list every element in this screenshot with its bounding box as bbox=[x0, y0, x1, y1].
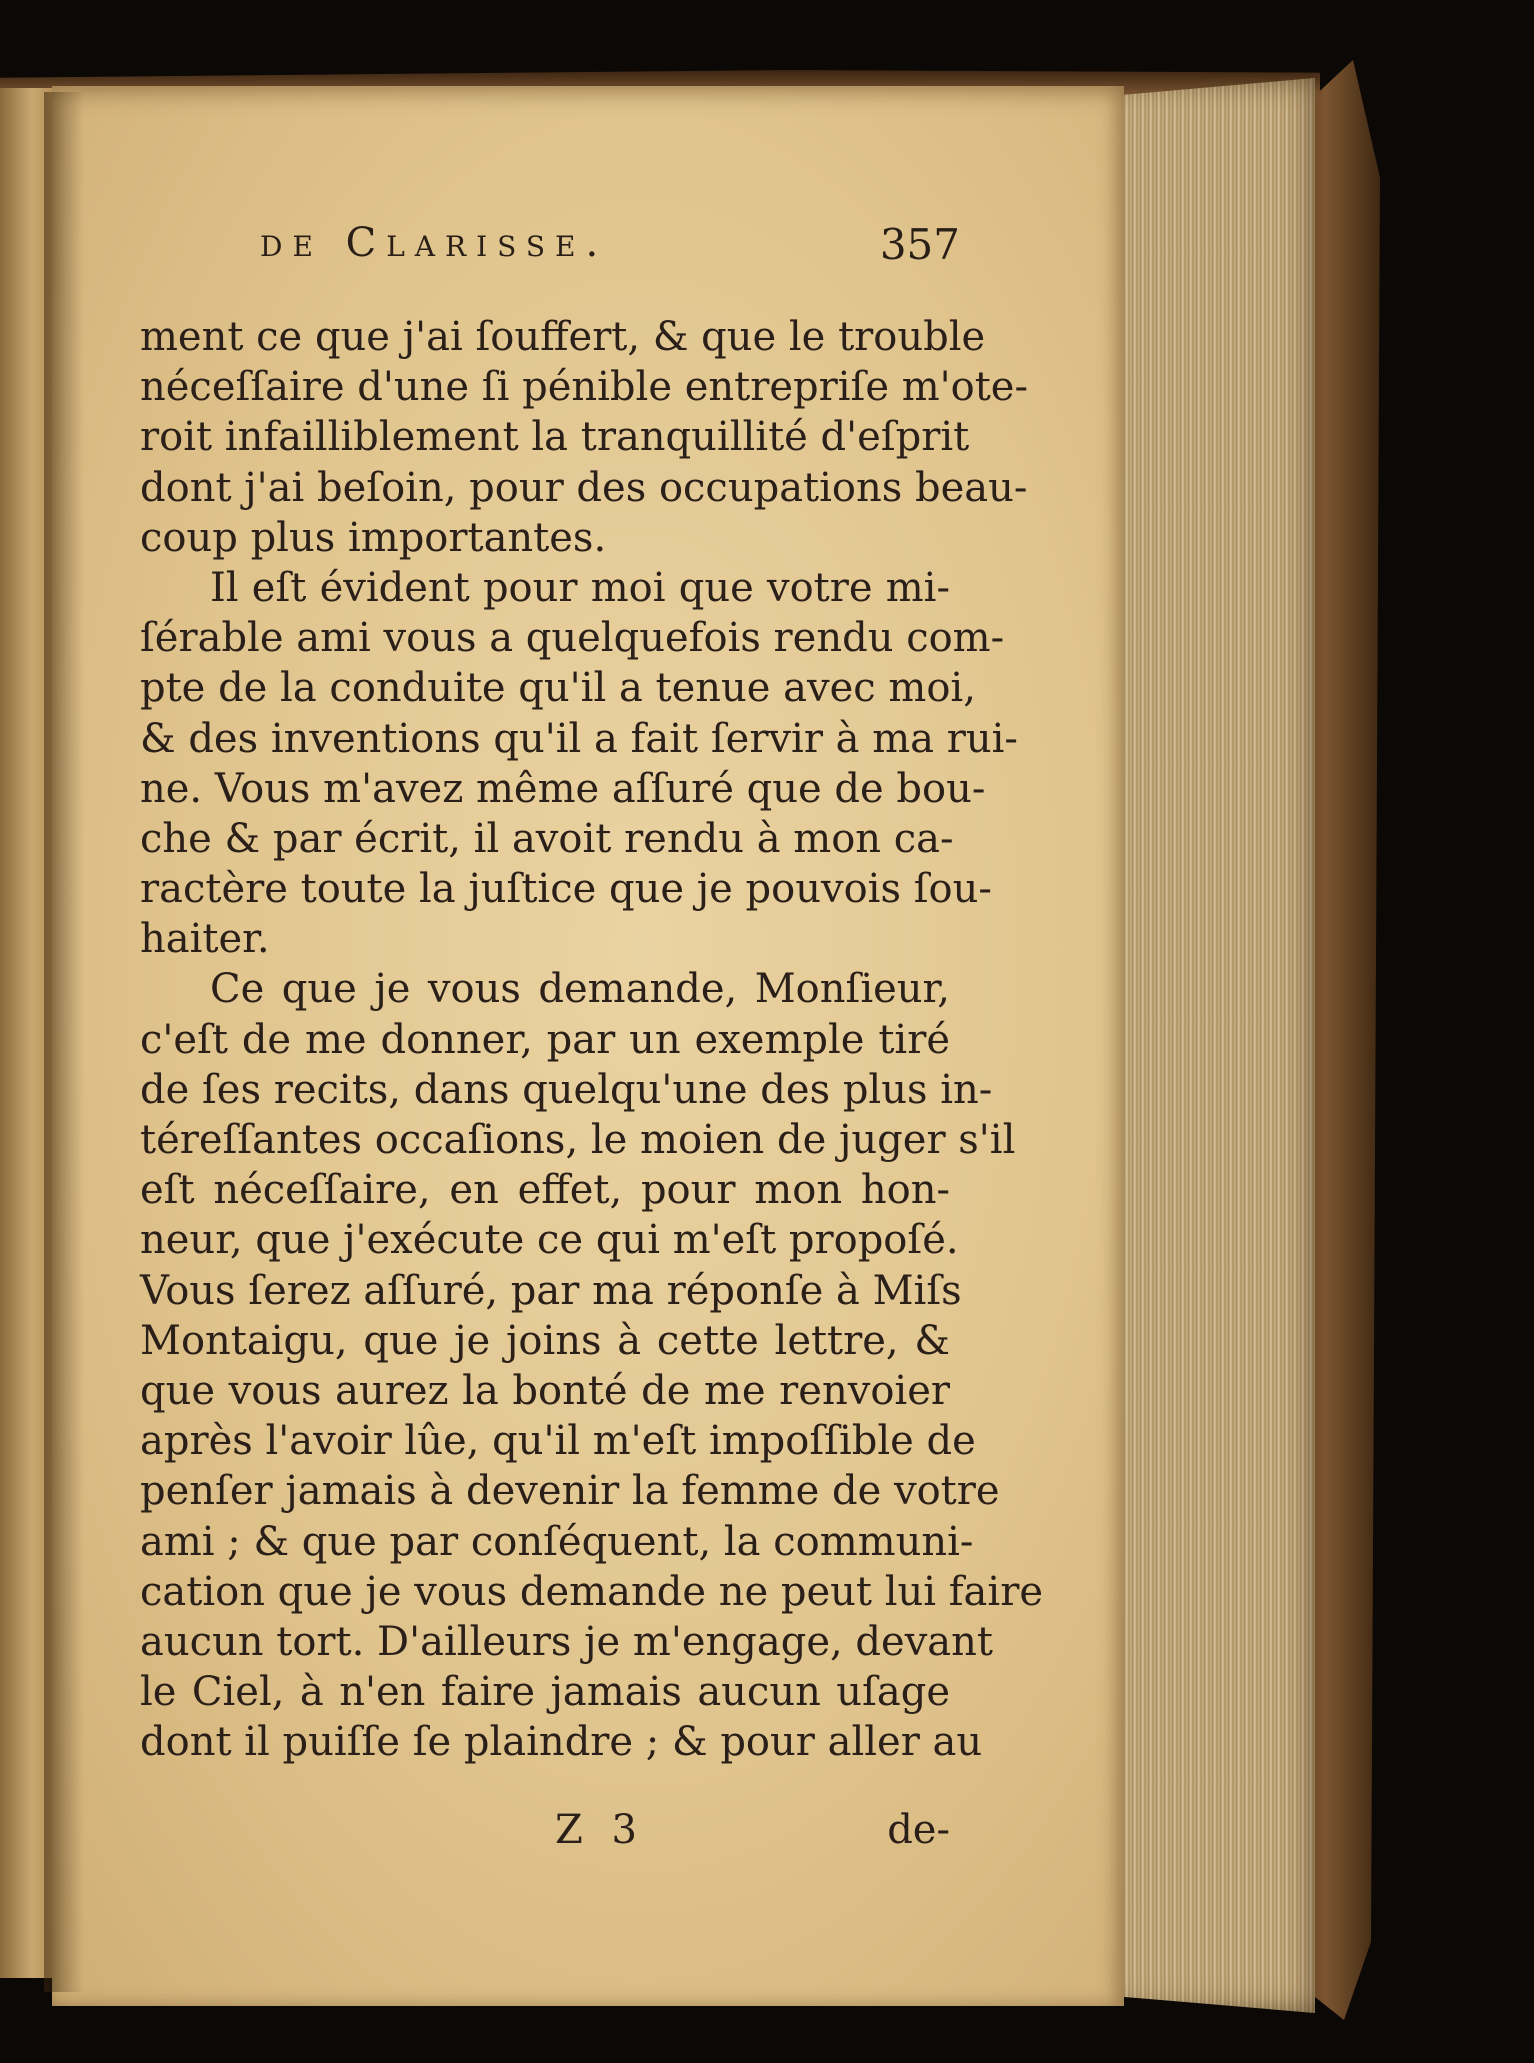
gutter-shadow bbox=[44, 92, 84, 1992]
text-line: Ce que je vous demande, Monſieur, bbox=[210, 966, 950, 1013]
text-line: roit infailliblement la tranquillité d'eſprit bbox=[140, 414, 970, 461]
text-line: ne. Vous m'avez même aſſuré que de bou- bbox=[140, 765, 986, 812]
text-line: néceſſaire d'une ſi pénible entrepriſe m'ote- bbox=[140, 364, 1028, 411]
text-line: Montaigu, que je joins à cette lettre, & bbox=[140, 1317, 950, 1364]
text-line: dont j'ai beſoin, pour des occupations beau- bbox=[140, 464, 1028, 511]
text-line: eſt néceſſaire, en effet, pour mon hon- bbox=[140, 1167, 950, 1214]
text-line: c'eſt de me donner, par un exemple tiré bbox=[140, 1016, 950, 1063]
running-title: de Clarisse. bbox=[260, 220, 609, 266]
text-line: aucun tort. D'ailleurs je m'engage, devant bbox=[140, 1618, 993, 1665]
page-footer bbox=[140, 1807, 950, 1859]
text-line: coup plus importantes. bbox=[140, 514, 607, 561]
text-block bbox=[140, 312, 1043, 1767]
catchword: de- bbox=[887, 1807, 950, 1853]
text-line: de ſes recits, dans quelqu'une des plus in- bbox=[140, 1066, 993, 1113]
text-line: ami ; & que par conſéquent, la communi- bbox=[140, 1518, 974, 1565]
text-line: ractère toute la juſtice que je pouvois ſou- bbox=[140, 866, 992, 913]
text-line: que vous aurez la bonté de me renvoier bbox=[140, 1367, 950, 1414]
text-line: neur, que j'exécute ce qui m'eſt propoſé. bbox=[140, 1217, 959, 1264]
signature-mark: Z 3 bbox=[555, 1807, 645, 1853]
page-number: 357 bbox=[879, 220, 960, 269]
text-line: après l'avoir lûe, qu'il m'eſt impoſſible de bbox=[140, 1418, 976, 1465]
text-line: dont il puiſſe ſe plaindre ; & pour aller au bbox=[140, 1719, 983, 1766]
text-line: cation que je vous demande ne peut lui faire bbox=[140, 1568, 1043, 1615]
text-line: Il eſt évident pour moi que votre mi- bbox=[210, 564, 950, 611]
text-line: haiter. bbox=[140, 916, 270, 963]
text-line: che & par écrit, il avoit rendu à mon ca- bbox=[140, 815, 954, 862]
text-line: penſer jamais à devenir la femme de votre bbox=[140, 1468, 1000, 1515]
text-line: le Ciel, à n'en faire jamais aucun uſage bbox=[140, 1669, 950, 1716]
text-line: ſérable ami vous a quelquefois rendu com- bbox=[140, 615, 1005, 662]
running-head bbox=[260, 220, 960, 270]
text-line: & des inventions qu'il a fait ſervir à ma rui- bbox=[140, 715, 1018, 762]
text-line: ment ce que j'ai ſouffert, & que le trouble bbox=[140, 314, 986, 360]
text-line: Vous ſerez aſſuré, par ma réponſe à Miſs bbox=[140, 1267, 962, 1314]
text-line: pte de la conduite qu'il a tenue avec moi, bbox=[140, 665, 976, 712]
text-line: téreſſantes occaſions, le moien de juger s'il bbox=[140, 1117, 1016, 1163]
